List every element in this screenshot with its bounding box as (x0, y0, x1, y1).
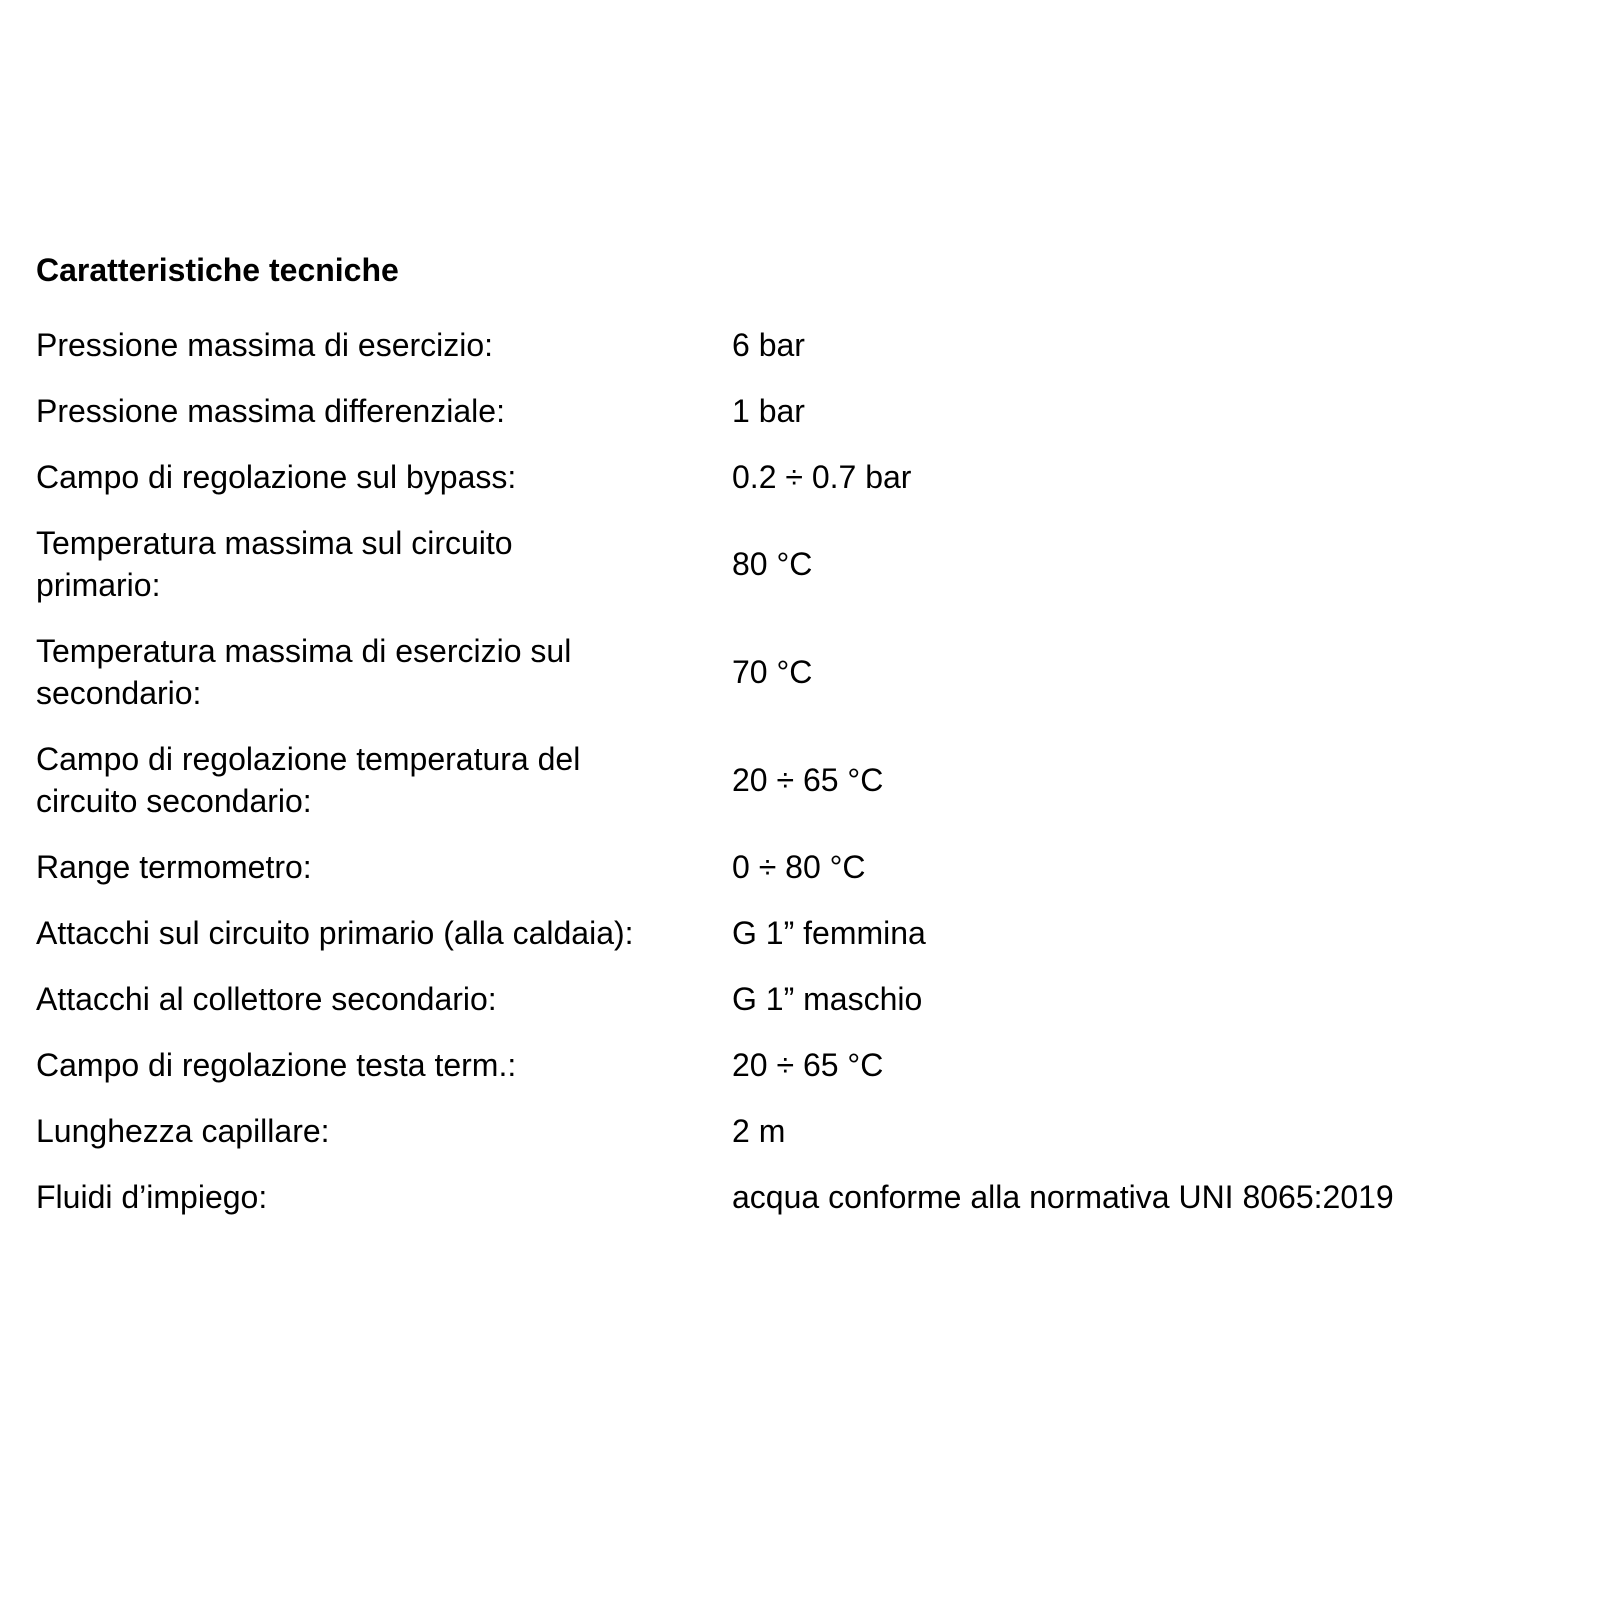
spec-value: 6 bar (732, 327, 805, 363)
spec-value: 80 °C (732, 546, 813, 582)
spec-label: Range termometro: (36, 849, 312, 885)
spec-row (36, 324, 1566, 366)
spec-label: Temperatura massima di esercizio sul secondario: (36, 633, 572, 711)
spec-row (36, 978, 1566, 1020)
spec-row (36, 1044, 1566, 1086)
spec-label: Fluidi d’impiego: (36, 1179, 268, 1215)
spec-table (36, 324, 1566, 1242)
spec-value: 20 ÷ 65 °C (732, 762, 884, 798)
spec-row (36, 846, 1566, 888)
spec-label: Campo di regolazione testa term.: (36, 1047, 517, 1083)
spec-value: 1 bar (732, 393, 805, 429)
spec-row (36, 1110, 1566, 1152)
spec-label: Pressione massima differenziale: (36, 393, 505, 429)
spec-row (36, 1176, 1566, 1218)
spec-row (36, 738, 1566, 822)
spec-value: 70 °C (732, 654, 813, 690)
spec-label: Temperatura massima sul circuito primario: (36, 525, 513, 603)
spec-value: 0 ÷ 80 °C (732, 849, 866, 885)
section-title: Caratteristiche tecniche (36, 252, 399, 288)
spec-label: Pressione massima di esercizio: (36, 327, 494, 363)
spec-row (36, 630, 1566, 714)
spec-value: 0.2 ÷ 0.7 bar (732, 459, 912, 495)
spec-label: Attacchi sul circuito primario (alla caldaia): (36, 915, 634, 951)
spec-label: Attacchi al collettore secondario: (36, 981, 497, 1017)
spec-row (36, 522, 1566, 606)
spec-row (36, 456, 1566, 498)
spec-value: 20 ÷ 65 °C (732, 1047, 884, 1083)
spec-row (36, 912, 1566, 954)
spec-label: Campo di regolazione temperatura del circuito secondario: (36, 741, 581, 819)
spec-value: 2 m (732, 1113, 786, 1149)
spec-row (36, 390, 1566, 432)
spec-value: G 1” femmina (732, 915, 926, 951)
spec-value: acqua conforme alla normativa UNI 8065:2019 (732, 1179, 1394, 1215)
spec-label: Lunghezza capillare: (36, 1113, 330, 1149)
spec-label: Campo di regolazione sul bypass: (36, 459, 517, 495)
spec-value: G 1” maschio (732, 981, 923, 1017)
